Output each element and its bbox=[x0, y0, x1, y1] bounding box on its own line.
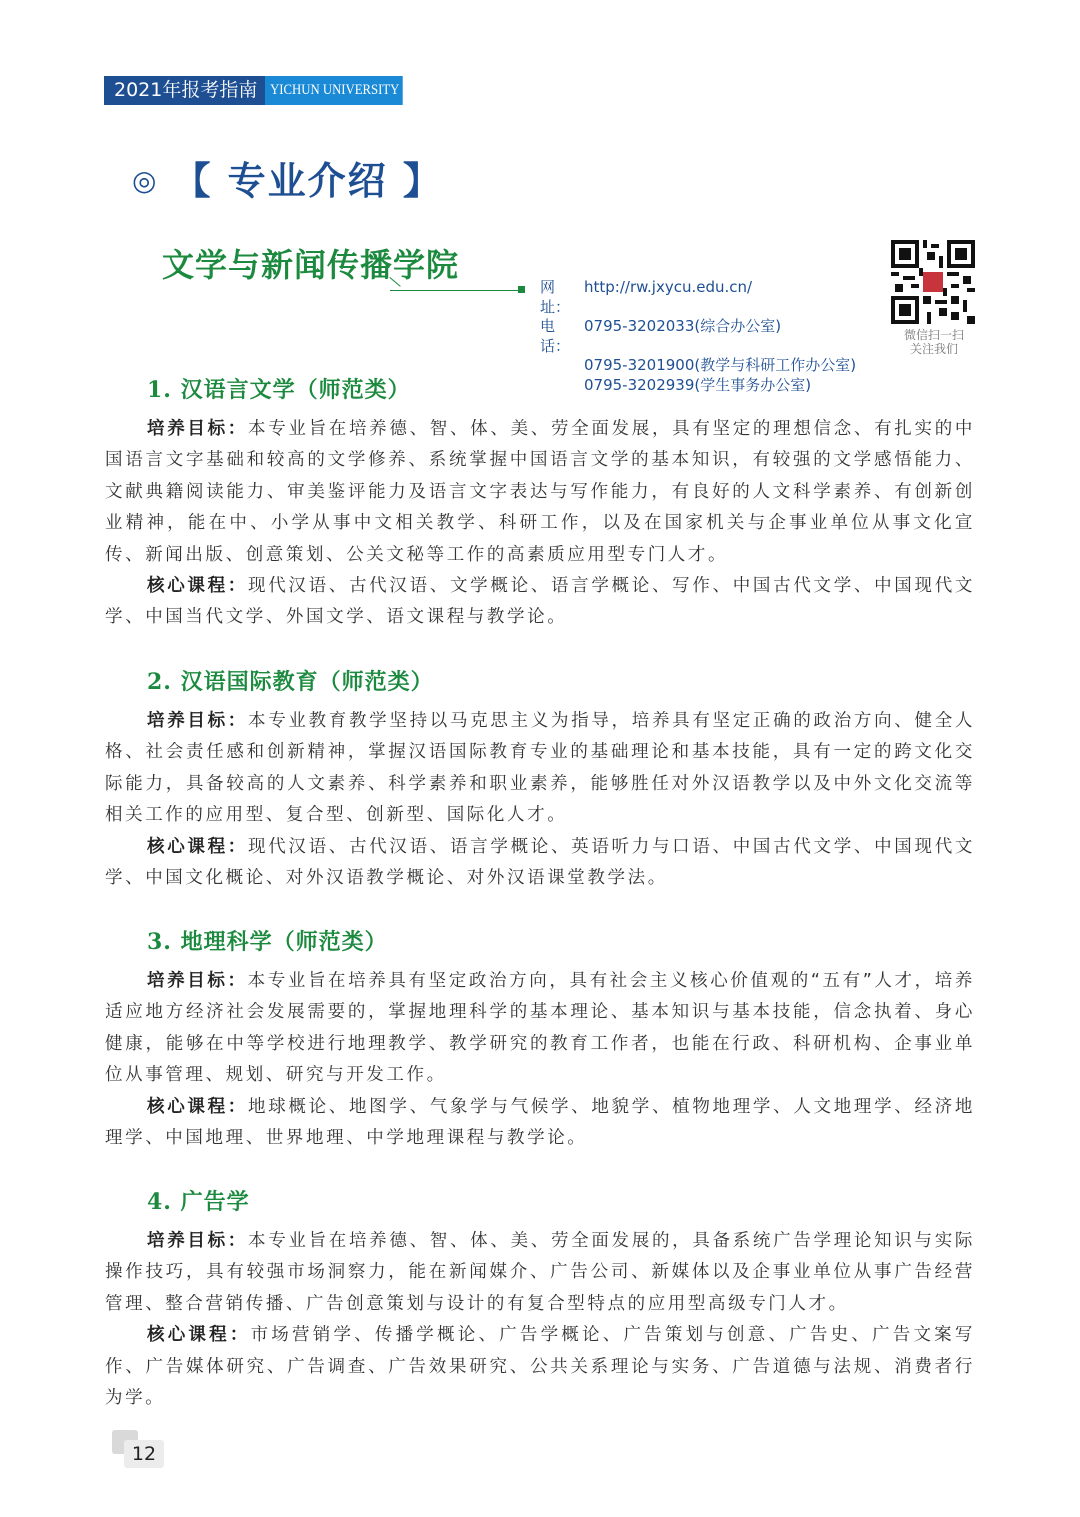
phone-label: 电话： bbox=[540, 317, 571, 355]
major-title: 1. 汉语言文学（师范类） bbox=[147, 377, 411, 403]
courses-text: 现代汉语、古代汉语、语言学概论、英语听力与口语、中国古代文学、中国现代文学、中国文化概论、对外汉语教学概论、对外汉语课堂教学法。 bbox=[105, 836, 976, 889]
header-banner bbox=[104, 76, 427, 105]
major-courses bbox=[105, 1092, 975, 1155]
major-goal bbox=[105, 706, 975, 832]
website-label: 网址： bbox=[540, 278, 571, 316]
major-section bbox=[105, 372, 975, 634]
guide-label: 2021年报考指南 bbox=[104, 76, 265, 105]
connector-line bbox=[390, 277, 520, 291]
courses-label: 核心课程： bbox=[147, 1325, 251, 1346]
university-label: YICHUN UNIVERSITY bbox=[265, 76, 403, 105]
major-courses bbox=[105, 571, 975, 634]
goal-label: 培养目标： bbox=[147, 711, 248, 731]
college-name: 文学与新闻传播学院 bbox=[162, 246, 460, 284]
goal-text: 本专业旨在培养德、智、体、美、劳全面发展，具有坚定的理想信念、有扎实的中国语言文字基础和较高的文学修养、系统掌握中国语言文学的基本知识，有较强的文学感悟能力、文献典籍阅读能力、审美鉴评能力及语言文字表达与写作能力，有良好的人文科学素养、有创新创业精神，能在中、小学从事中文相关教学、科研工作，以及在国家机关与企事业单位从事文化宣传、新闻出版、创意策划、公关文秘等工作的高素质应用型专门人才。 bbox=[105, 419, 976, 565]
phone-2: 0795-3201900(教学与科研工作办公室) bbox=[584, 356, 857, 374]
goal-text: 本专业旨在培养具有坚定政治方向，具有社会主义核心价值观的“五有”人才，培养适应地方经济社会发展需要的，掌握地理科学的基本理论、基本知识与基本技能，信念执着、身心健康，能够在中等学校进行地理教学、教学研究的教育工作者，也能在行政、科研机构、企事业单位从事管理、规划、研究与开发工作。 bbox=[105, 971, 975, 1086]
goal-label: 培养目标： bbox=[147, 1231, 248, 1251]
courses-label: 核心课程： bbox=[147, 1096, 248, 1117]
courses-text: 现代汉语、古代汉语、文学概论、语言学概论、写作、中国古代文学、中国现代文学、中国当代文学、外国文学、语文课程与教学论。 bbox=[105, 576, 976, 628]
goal-label: 培养目标： bbox=[147, 971, 248, 991]
major-courses bbox=[105, 1320, 975, 1414]
major-section bbox=[105, 924, 975, 1154]
courses-text: 市场营销学、传播学概论、广告学概论、广告策划与创意、广告史、广告文案写作、广告媒体研究、广告调查、广告效果研究、公共关系理论与实务、广告道德与法规、消费者行为学。 bbox=[105, 1325, 975, 1409]
major-courses bbox=[105, 832, 975, 895]
page-number: 12 bbox=[124, 1440, 164, 1468]
goal-text: 本专业旨在培养德、智、体、美、劳全面发展的，具备系统广告学理论知识与实际操作技巧，具有较强市场洞察力，能在新闻媒介、广告公司、新媒体以及企事业单位从事广告经营管理、整合营销传播、广告创意策划与设计的有复合型特点的应用型高级专门人才。 bbox=[105, 1231, 976, 1314]
bullet-square bbox=[518, 286, 525, 293]
website-link[interactable]: http://rw.jxycu.edu.cn/ bbox=[584, 278, 753, 296]
qr-caption-line: 关注我们 bbox=[909, 342, 958, 356]
major-section bbox=[105, 1184, 975, 1414]
courses-label: 核心课程： bbox=[147, 576, 248, 597]
circle-icon: ◎ bbox=[132, 164, 159, 197]
major-title: 4. 广告学 bbox=[147, 1189, 250, 1215]
courses-text: 地球概论、地图学、气象学与气候学、地貌学、植物地理学、人文地理学、经济地理学、中国地理、世界地理、中学地理课程与教学论。 bbox=[105, 1096, 976, 1149]
phone-3: 0795-3202939(学生事务办公室) bbox=[584, 375, 812, 394]
major-title: 2. 汉语国际教育（师范类） bbox=[147, 669, 434, 695]
major-goal bbox=[105, 1226, 975, 1320]
phone-1: 0795-3202033(综合办公室) bbox=[584, 317, 782, 335]
major-goal bbox=[105, 414, 975, 571]
major-title: 3. 地理科学（师范类） bbox=[147, 929, 388, 955]
qr-caption bbox=[893, 328, 975, 356]
goal-label: 培养目标： bbox=[147, 419, 248, 439]
goal-text: 本专业教育教学坚持以马克思主义为指导，培养具有坚定正确的政治方向、健全人格、社会责任感和创新精神，掌握汉语国际教育专业的基础理论和基本技能，具有一定的跨文化交际能力，具备较高的人文素养、科学素养和职业素养，能够胜任对外汉语教学以及中外文化交流等相关工作的应用型、复合型、创新型、国际化人才。 bbox=[105, 711, 976, 826]
qr-code-icon bbox=[891, 240, 975, 324]
major-goal bbox=[105, 966, 975, 1092]
courses-label: 核心课程： bbox=[147, 836, 248, 857]
page-title-text: 【 专业介绍 】 bbox=[172, 159, 443, 203]
qr-caption-line: 微信扫一扫 bbox=[903, 328, 964, 342]
page-title bbox=[132, 150, 443, 205]
major-section bbox=[105, 664, 975, 894]
